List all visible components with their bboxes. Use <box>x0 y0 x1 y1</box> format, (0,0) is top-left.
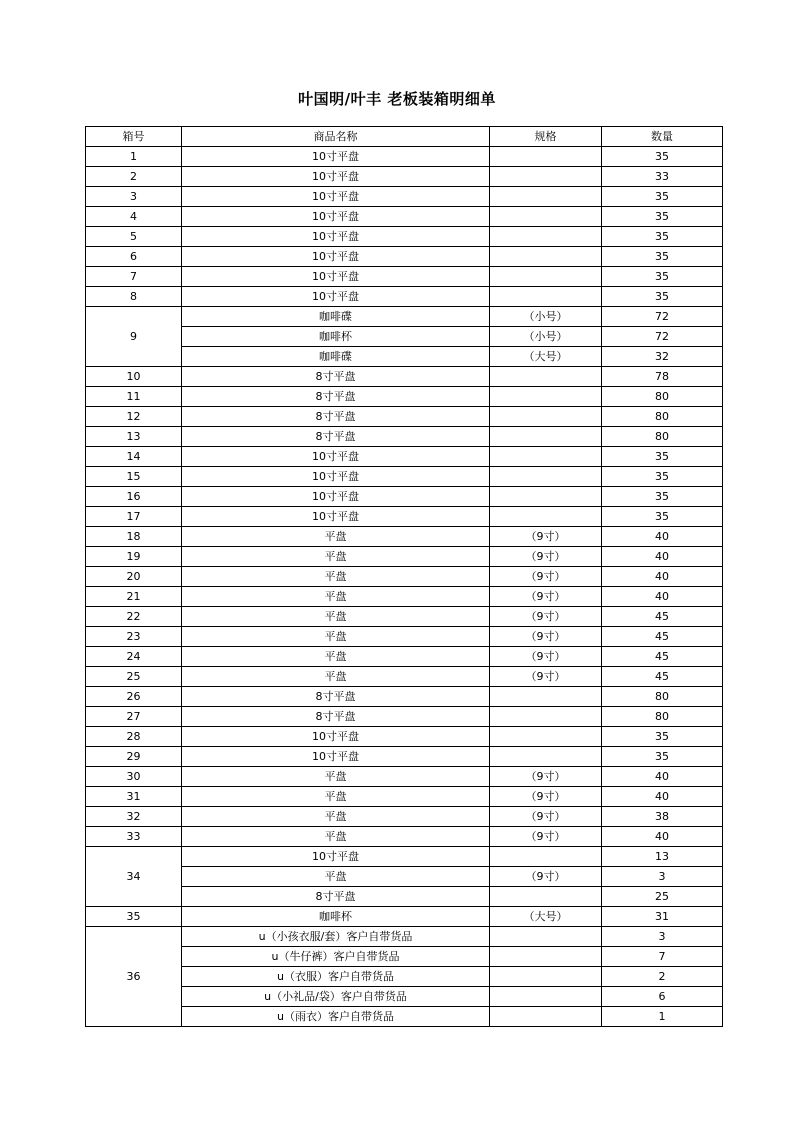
table-row <box>86 667 723 687</box>
product-name-cell: 10寸平盘 <box>182 487 490 507</box>
box-number-cell: 35 <box>86 907 182 927</box>
box-number-cell: 34 <box>86 847 182 907</box>
spec-cell <box>490 507 602 527</box>
spec-cell: （9寸） <box>490 627 602 647</box>
box-number-cell: 16 <box>86 487 182 507</box>
box-number-cell: 25 <box>86 667 182 687</box>
spec-cell <box>490 967 602 987</box>
quantity-cell: 35 <box>602 187 723 207</box>
quantity-cell: 35 <box>602 267 723 287</box>
table-row <box>86 967 723 987</box>
quantity-cell: 35 <box>602 147 723 167</box>
product-name-cell: u（小礼品/袋）客户自带货品 <box>182 987 490 1007</box>
quantity-cell: 3 <box>602 867 723 887</box>
product-name-cell: 平盘 <box>182 867 490 887</box>
quantity-cell: 40 <box>602 587 723 607</box>
quantity-cell: 72 <box>602 327 723 347</box>
spec-cell <box>490 727 602 747</box>
quantity-cell: 80 <box>602 407 723 427</box>
box-number-cell: 21 <box>86 587 182 607</box>
product-name-cell: 10寸平盘 <box>182 287 490 307</box>
quantity-cell: 3 <box>602 927 723 947</box>
spec-cell <box>490 407 602 427</box>
quantity-cell: 45 <box>602 667 723 687</box>
spec-cell: （9寸） <box>490 567 602 587</box>
product-name-cell: 平盘 <box>182 667 490 687</box>
table-row <box>86 187 723 207</box>
spec-cell <box>490 487 602 507</box>
spec-cell: （小号） <box>490 327 602 347</box>
spec-cell <box>490 287 602 307</box>
table-row <box>86 787 723 807</box>
table-row <box>86 947 723 967</box>
spec-cell <box>490 207 602 227</box>
spec-cell <box>490 707 602 727</box>
box-number-cell: 27 <box>86 707 182 727</box>
product-name-cell: 8寸平盘 <box>182 387 490 407</box>
table-row <box>86 207 723 227</box>
table-row <box>86 147 723 167</box>
box-number-cell: 31 <box>86 787 182 807</box>
product-name-cell: 平盘 <box>182 767 490 787</box>
product-name-cell: 10寸平盘 <box>182 167 490 187</box>
header-box-no: 箱号 <box>86 127 182 147</box>
table-row <box>86 887 723 907</box>
product-name-cell: 咖啡碟 <box>182 347 490 367</box>
table-header <box>86 127 723 147</box>
spec-cell: （9寸） <box>490 827 602 847</box>
product-name-cell: 10寸平盘 <box>182 227 490 247</box>
quantity-cell: 45 <box>602 647 723 667</box>
quantity-cell: 40 <box>602 827 723 847</box>
box-number-cell: 2 <box>86 167 182 187</box>
spec-cell <box>490 687 602 707</box>
quantity-cell: 72 <box>602 307 723 327</box>
box-number-cell: 4 <box>86 207 182 227</box>
quantity-cell: 35 <box>602 287 723 307</box>
box-number-cell: 1 <box>86 147 182 167</box>
spec-cell: （9寸） <box>490 587 602 607</box>
table-row <box>86 867 723 887</box>
quantity-cell: 35 <box>602 467 723 487</box>
product-name-cell: 10寸平盘 <box>182 207 490 227</box>
table-row <box>86 807 723 827</box>
box-number-cell: 8 <box>86 287 182 307</box>
table-row <box>86 447 723 467</box>
spec-cell: （9寸） <box>490 647 602 667</box>
table-row <box>86 367 723 387</box>
spec-cell: （9寸） <box>490 547 602 567</box>
spec-cell: （大号） <box>490 907 602 927</box>
quantity-cell: 35 <box>602 487 723 507</box>
table-row <box>86 527 723 547</box>
quantity-cell: 35 <box>602 207 723 227</box>
quantity-cell: 35 <box>602 247 723 267</box>
quantity-cell: 7 <box>602 947 723 967</box>
box-number-cell: 13 <box>86 427 182 447</box>
table-row <box>86 247 723 267</box>
spec-cell: （9寸） <box>490 787 602 807</box>
quantity-cell: 6 <box>602 987 723 1007</box>
box-number-cell: 7 <box>86 267 182 287</box>
table-row <box>86 287 723 307</box>
table-body <box>86 147 723 1027</box>
product-name-cell: 平盘 <box>182 827 490 847</box>
table-row <box>86 307 723 327</box>
box-number-cell: 14 <box>86 447 182 467</box>
box-number-cell: 18 <box>86 527 182 547</box>
product-name-cell: 咖啡杯 <box>182 907 490 927</box>
product-name-cell: 平盘 <box>182 527 490 547</box>
table-row <box>86 587 723 607</box>
quantity-cell: 32 <box>602 347 723 367</box>
table-row <box>86 607 723 627</box>
product-name-cell: 8寸平盘 <box>182 407 490 427</box>
box-number-cell: 26 <box>86 687 182 707</box>
spec-cell <box>490 427 602 447</box>
product-name-cell: 平盘 <box>182 787 490 807</box>
quantity-cell: 35 <box>602 727 723 747</box>
product-name-cell: 平盘 <box>182 567 490 587</box>
table-row <box>86 827 723 847</box>
product-name-cell: 8寸平盘 <box>182 427 490 447</box>
quantity-cell: 80 <box>602 387 723 407</box>
spec-cell: （9寸） <box>490 607 602 627</box>
spec-cell: （9寸） <box>490 867 602 887</box>
quantity-cell: 33 <box>602 167 723 187</box>
product-name-cell: 8寸平盘 <box>182 707 490 727</box>
header-product-name: 商品名称 <box>182 127 490 147</box>
box-number-cell: 20 <box>86 567 182 587</box>
quantity-cell: 38 <box>602 807 723 827</box>
spec-cell <box>490 927 602 947</box>
table-row <box>86 467 723 487</box>
spec-cell: （9寸） <box>490 667 602 687</box>
quantity-cell: 80 <box>602 707 723 727</box>
table-row <box>86 407 723 427</box>
table-row <box>86 567 723 587</box>
product-name-cell: u（衣服）客户自带货品 <box>182 967 490 987</box>
quantity-cell: 40 <box>602 787 723 807</box>
box-number-cell: 23 <box>86 627 182 647</box>
table-row <box>86 767 723 787</box>
quantity-cell: 35 <box>602 447 723 467</box>
box-number-cell: 5 <box>86 227 182 247</box>
spec-cell <box>490 167 602 187</box>
table-row <box>86 907 723 927</box>
table-row <box>86 927 723 947</box>
product-name-cell: 平盘 <box>182 627 490 647</box>
spec-cell <box>490 367 602 387</box>
product-name-cell: 平盘 <box>182 607 490 627</box>
product-name-cell: u（小孩衣服/套）客户自带货品 <box>182 927 490 947</box>
spec-cell <box>490 147 602 167</box>
spec-cell <box>490 267 602 287</box>
table-row <box>86 707 723 727</box>
product-name-cell: 8寸平盘 <box>182 367 490 387</box>
spec-cell: （9寸） <box>490 767 602 787</box>
box-number-cell: 30 <box>86 767 182 787</box>
spec-cell <box>490 987 602 1007</box>
product-name-cell: 10寸平盘 <box>182 747 490 767</box>
box-number-cell: 19 <box>86 547 182 567</box>
quantity-cell: 40 <box>602 547 723 567</box>
header-spec: 规格 <box>490 127 602 147</box>
quantity-cell: 45 <box>602 607 723 627</box>
table-row <box>86 647 723 667</box>
table-row <box>86 427 723 447</box>
spec-cell: （小号） <box>490 307 602 327</box>
product-name-cell: 10寸平盘 <box>182 507 490 527</box>
product-name-cell: 10寸平盘 <box>182 147 490 167</box>
spec-cell <box>490 387 602 407</box>
document-title: 叶国明/叶丰 老板装箱明细单 <box>298 90 496 108</box>
product-name-cell: 平盘 <box>182 647 490 667</box>
quantity-cell: 80 <box>602 687 723 707</box>
spec-cell <box>490 467 602 487</box>
table-row <box>86 1007 723 1027</box>
product-name-cell: 平盘 <box>182 587 490 607</box>
box-number-cell: 24 <box>86 647 182 667</box>
spec-cell <box>490 447 602 467</box>
spec-cell: （9寸） <box>490 527 602 547</box>
product-name-cell: 10寸平盘 <box>182 447 490 467</box>
product-name-cell: 8寸平盘 <box>182 687 490 707</box>
box-number-cell: 12 <box>86 407 182 427</box>
quantity-cell: 40 <box>602 527 723 547</box>
product-name-cell: 10寸平盘 <box>182 467 490 487</box>
quantity-cell: 2 <box>602 967 723 987</box>
packing-list-table <box>85 126 723 1027</box>
table-row <box>86 327 723 347</box>
quantity-cell: 80 <box>602 427 723 447</box>
box-number-cell: 33 <box>86 827 182 847</box>
table-row <box>86 227 723 247</box>
spec-cell <box>490 887 602 907</box>
table-row <box>86 627 723 647</box>
table-row <box>86 747 723 767</box>
table-row <box>86 727 723 747</box>
product-name-cell: 咖啡杯 <box>182 327 490 347</box>
spec-cell: （9寸） <box>490 807 602 827</box>
table-row <box>86 847 723 867</box>
quantity-cell: 31 <box>602 907 723 927</box>
quantity-cell: 40 <box>602 567 723 587</box>
product-name-cell: 10寸平盘 <box>182 727 490 747</box>
product-name-cell: u（牛仔裤）客户自带货品 <box>182 947 490 967</box>
spec-cell <box>490 247 602 267</box>
quantity-cell: 45 <box>602 627 723 647</box>
box-number-cell: 15 <box>86 467 182 487</box>
box-number-cell: 6 <box>86 247 182 267</box>
box-number-cell: 3 <box>86 187 182 207</box>
product-name-cell: 平盘 <box>182 547 490 567</box>
product-name-cell: 10寸平盘 <box>182 267 490 287</box>
header-quantity: 数量 <box>602 127 723 147</box>
product-name-cell: 平盘 <box>182 807 490 827</box>
table-row <box>86 987 723 1007</box>
product-name-cell: 8寸平盘 <box>182 887 490 907</box>
spec-cell <box>490 227 602 247</box>
box-number-cell: 10 <box>86 367 182 387</box>
header-row <box>86 127 723 147</box>
quantity-cell: 25 <box>602 887 723 907</box>
spec-cell: （大号） <box>490 347 602 367</box>
box-number-cell: 17 <box>86 507 182 527</box>
box-number-cell: 36 <box>86 927 182 1027</box>
quantity-cell: 35 <box>602 507 723 527</box>
spec-cell <box>490 947 602 967</box>
quantity-cell: 78 <box>602 367 723 387</box>
table-row <box>86 347 723 367</box>
table-row <box>86 267 723 287</box>
box-number-cell: 9 <box>86 307 182 367</box>
spec-cell <box>490 847 602 867</box>
table-row <box>86 547 723 567</box>
table-row <box>86 687 723 707</box>
product-name-cell: 10寸平盘 <box>182 847 490 867</box>
spec-cell <box>490 1007 602 1027</box>
box-number-cell: 32 <box>86 807 182 827</box>
box-number-cell: 22 <box>86 607 182 627</box>
box-number-cell: 29 <box>86 747 182 767</box>
table-row <box>86 487 723 507</box>
table-row <box>86 167 723 187</box>
box-number-cell: 11 <box>86 387 182 407</box>
quantity-cell: 35 <box>602 227 723 247</box>
quantity-cell: 1 <box>602 1007 723 1027</box>
quantity-cell: 40 <box>602 767 723 787</box>
product-name-cell: 10寸平盘 <box>182 247 490 267</box>
product-name-cell: 10寸平盘 <box>182 187 490 207</box>
product-name-cell: u（雨衣）客户自带货品 <box>182 1007 490 1027</box>
quantity-cell: 13 <box>602 847 723 867</box>
table-row <box>86 507 723 527</box>
table-row <box>86 387 723 407</box>
spec-cell <box>490 747 602 767</box>
quantity-cell: 35 <box>602 747 723 767</box>
spec-cell <box>490 187 602 207</box>
product-name-cell: 咖啡碟 <box>182 307 490 327</box>
box-number-cell: 28 <box>86 727 182 747</box>
